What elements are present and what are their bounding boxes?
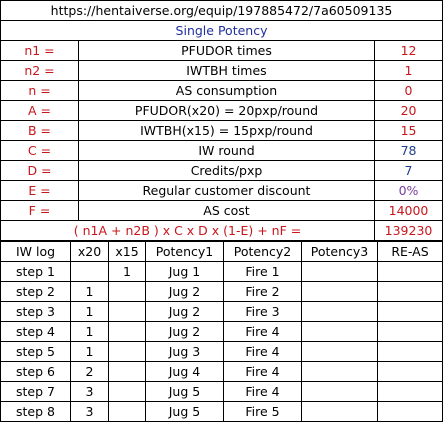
log-cell[interactable] bbox=[109, 342, 146, 362]
log-header-cell[interactable]: Potency1 bbox=[146, 242, 224, 262]
variable-value-cell[interactable]: 12 bbox=[375, 41, 443, 61]
log-cell[interactable]: step 5 bbox=[1, 342, 71, 362]
log-header-cell[interactable]: x20 bbox=[71, 242, 109, 262]
log-cell[interactable] bbox=[109, 362, 146, 382]
formula-result[interactable]: 139230 bbox=[375, 221, 443, 241]
log-cell[interactable]: Fire 3 bbox=[224, 302, 302, 322]
log-cell[interactable]: Jug 2 bbox=[146, 322, 224, 342]
log-cell[interactable] bbox=[302, 322, 378, 342]
log-row bbox=[1, 282, 443, 302]
log-cell[interactable] bbox=[109, 322, 146, 342]
log-cell[interactable]: 1 bbox=[109, 262, 146, 282]
variable-desc-cell[interactable]: IWTBH(x15) = 15pxp/round bbox=[79, 121, 375, 141]
log-row bbox=[1, 262, 443, 282]
log-cell[interactable]: 3 bbox=[71, 402, 109, 422]
variable-name-cell[interactable]: F = bbox=[1, 201, 79, 221]
variable-name-cell[interactable]: D = bbox=[1, 161, 79, 181]
log-row bbox=[1, 322, 443, 342]
log-cell[interactable] bbox=[302, 342, 378, 362]
variable-row bbox=[1, 201, 443, 221]
log-cell[interactable]: Fire 4 bbox=[224, 322, 302, 342]
variable-row bbox=[1, 161, 443, 181]
log-cell[interactable]: step 1 bbox=[1, 262, 71, 282]
variable-value-cell[interactable]: 0% bbox=[375, 181, 443, 201]
log-header-cell[interactable]: RE-AS bbox=[378, 242, 443, 262]
log-cell[interactable]: Jug 2 bbox=[146, 302, 224, 322]
iw-log-table bbox=[0, 241, 443, 422]
variable-value-cell[interactable]: 0 bbox=[375, 81, 443, 101]
log-cell[interactable]: Fire 2 bbox=[224, 282, 302, 302]
variable-name-cell[interactable]: n2 = bbox=[1, 61, 79, 81]
log-cell[interactable] bbox=[302, 402, 378, 422]
variable-row bbox=[1, 81, 443, 101]
log-cell[interactable]: Jug 5 bbox=[146, 382, 224, 402]
log-cell[interactable] bbox=[302, 282, 378, 302]
variable-desc-cell[interactable]: PFUDOR(x20) = 20pxp/round bbox=[79, 101, 375, 121]
log-row bbox=[1, 302, 443, 322]
log-cell[interactable] bbox=[378, 302, 443, 322]
log-cell[interactable] bbox=[378, 282, 443, 302]
variable-name-cell[interactable]: C = bbox=[1, 141, 79, 161]
variable-name-cell[interactable]: A = bbox=[1, 101, 79, 121]
log-cell[interactable] bbox=[109, 402, 146, 422]
log-cell[interactable]: Jug 2 bbox=[146, 282, 224, 302]
log-cell[interactable]: step 6 bbox=[1, 362, 71, 382]
log-header-cell[interactable]: IW log bbox=[1, 242, 71, 262]
variable-name-cell[interactable]: B = bbox=[1, 121, 79, 141]
log-cell[interactable]: Fire 5 bbox=[224, 402, 302, 422]
log-header-cell[interactable]: Potency2 bbox=[224, 242, 302, 262]
log-cell[interactable] bbox=[378, 342, 443, 362]
variable-name-cell[interactable]: E = bbox=[1, 181, 79, 201]
variable-value-cell[interactable]: 20 bbox=[375, 101, 443, 121]
variable-value-cell[interactable]: 15 bbox=[375, 121, 443, 141]
log-row bbox=[1, 342, 443, 362]
variable-value-cell[interactable]: 14000 bbox=[375, 201, 443, 221]
log-cell[interactable]: Jug 3 bbox=[146, 342, 224, 362]
log-cell[interactable] bbox=[378, 382, 443, 402]
log-cell[interactable]: Jug 4 bbox=[146, 362, 224, 382]
variable-desc-cell[interactable]: Regular customer discount bbox=[79, 181, 375, 201]
variable-name-cell[interactable]: n = bbox=[1, 81, 79, 101]
log-cell[interactable]: step 4 bbox=[1, 322, 71, 342]
log-cell[interactable]: Fire 4 bbox=[224, 362, 302, 382]
log-cell[interactable] bbox=[302, 302, 378, 322]
variable-row bbox=[1, 101, 443, 121]
variable-desc-cell[interactable]: AS consumption bbox=[79, 81, 375, 101]
log-cell[interactable] bbox=[109, 382, 146, 402]
variable-row bbox=[1, 121, 443, 141]
variable-value-cell[interactable]: 7 bbox=[375, 161, 443, 181]
log-row bbox=[1, 402, 443, 422]
log-cell[interactable]: Fire 1 bbox=[224, 262, 302, 282]
log-cell[interactable] bbox=[302, 262, 378, 282]
log-row bbox=[1, 362, 443, 382]
log-cell[interactable] bbox=[378, 402, 443, 422]
log-cell[interactable]: 1 bbox=[71, 322, 109, 342]
log-cell[interactable] bbox=[302, 362, 378, 382]
variable-desc-cell[interactable]: PFUDOR times bbox=[79, 41, 375, 61]
log-cell[interactable]: 1 bbox=[71, 282, 109, 302]
variable-row bbox=[1, 181, 443, 201]
log-cell[interactable]: step 2 bbox=[1, 282, 71, 302]
variable-row bbox=[1, 61, 443, 81]
variable-value-cell[interactable]: 78 bbox=[375, 141, 443, 161]
log-header-cell[interactable]: Potency3 bbox=[302, 242, 378, 262]
log-header-cell[interactable]: x15 bbox=[109, 242, 146, 262]
variable-name-cell[interactable]: n1 = bbox=[1, 41, 79, 61]
log-cell[interactable]: step 8 bbox=[1, 402, 71, 422]
log-header-row bbox=[1, 242, 443, 262]
log-cell[interactable] bbox=[71, 262, 109, 282]
variable-desc-cell[interactable]: IWTBH times bbox=[79, 61, 375, 81]
log-cell[interactable]: Jug 1 bbox=[146, 262, 224, 282]
variable-row bbox=[1, 41, 443, 61]
log-cell[interactable] bbox=[109, 302, 146, 322]
variable-desc-cell[interactable]: IW round bbox=[79, 141, 375, 161]
variable-desc-cell[interactable]: AS cost bbox=[79, 201, 375, 221]
log-cell[interactable]: Jug 5 bbox=[146, 402, 224, 422]
log-cell[interactable] bbox=[302, 382, 378, 402]
formula-label[interactable]: ( n1A + n2B ) x C x D x (1-E) + nF = bbox=[1, 221, 375, 241]
log-cell[interactable]: 1 bbox=[71, 342, 109, 362]
log-row bbox=[1, 382, 443, 402]
log-cell[interactable]: step 7 bbox=[1, 382, 71, 402]
log-cell[interactable]: 1 bbox=[71, 302, 109, 322]
log-cell[interactable] bbox=[109, 282, 146, 302]
log-cell[interactable] bbox=[378, 362, 443, 382]
log-cell[interactable] bbox=[378, 262, 443, 282]
variable-desc-cell[interactable]: Credits/pxp bbox=[79, 161, 375, 181]
log-cell[interactable]: 3 bbox=[71, 382, 109, 402]
log-cell[interactable]: 2 bbox=[71, 362, 109, 382]
variable-row bbox=[1, 141, 443, 161]
variable-value-cell[interactable]: 1 bbox=[375, 61, 443, 81]
log-cell[interactable]: Fire 4 bbox=[224, 382, 302, 402]
url-cell[interactable]: https://hentaiverse.org/equip/197885472/7a60509135 bbox=[1, 1, 443, 21]
log-cell[interactable]: step 3 bbox=[1, 302, 71, 322]
log-cell[interactable]: Fire 4 bbox=[224, 342, 302, 362]
sheet-title[interactable]: Single Potency bbox=[1, 21, 443, 41]
log-cell[interactable] bbox=[378, 322, 443, 342]
